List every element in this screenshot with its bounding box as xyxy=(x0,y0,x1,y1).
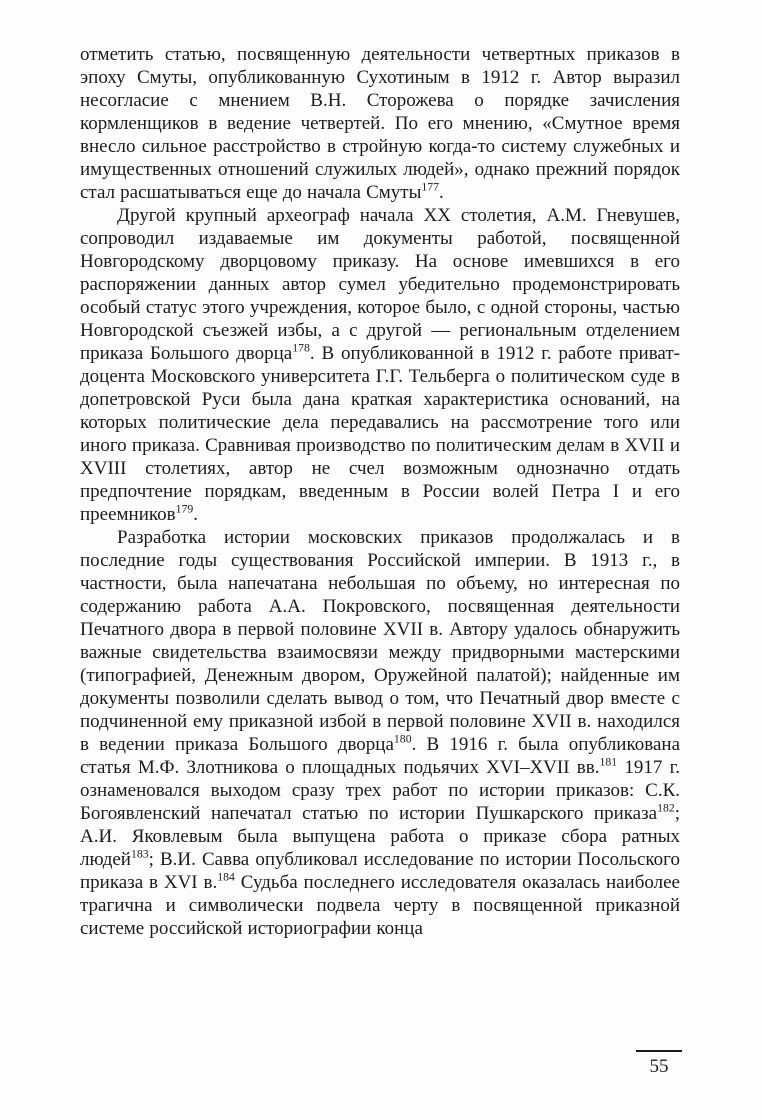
footnote-separator-rule xyxy=(636,1050,682,1052)
footnote-ref-184: 184 xyxy=(217,870,235,884)
footnote-ref-179: 179 xyxy=(175,502,194,516)
footnote-ref-178: 178 xyxy=(292,341,310,355)
paragraph-1: отметить статью, посвященную деятельности четвертных приказов в эпоху Смуты, опубликованную Сухотиным в 1912 г. Автор выразил несогласие с мнением В.Н. Сторожева о порядке зачисления кормленщиков в ведение четвертей. По его мнению, «Смутное время внесло сильное расстройство в стройную когда-то систему служебных и имущественных отношений служилых людей», однако прежний порядок стал расшатываться еще до начала Смуты$^{177}$. xyxy=(80,44,680,203)
page-number: 55 xyxy=(649,1056,669,1077)
footnote-ref-177: 177 xyxy=(421,180,440,194)
footnote-ref-181: 181 xyxy=(599,755,618,769)
footnote-ref-180: 180 xyxy=(393,732,412,746)
footnote-ref-182: 182 xyxy=(657,801,675,815)
paragraph-3: Разработка истории московских приказов продолжалась и в последние годы существования Российской империи. В 1913 г., в частности, была напечатана небольшая по объему, но интересная по содержанию работа А.А. Покровского, посвященная деятельности Печатного двора в первой половине XVII в. Автору удалось обнаружить важные свидетельства взаимосвязи между придворными мастерскими (типографией, Денежным двором, Оружейной палатой); найденные им документы позволили сделать вывод о том, что Печатный двор вместе с подчиненной ему приказной избой в первой половине XVII в. находился в ведении приказа Большого дворца$^{180}$. В 1916 г. была опубликована статья М.Ф. Злотникова о площадных подьячих XVI–XVII вв.$^{181}$ 1917 г. ознаменовался выходом сразу трех работ по истории приказов: С.К. Богоявленский напечатал статью по истории Пушкарского приказа$^{182}$; А.И. Яковлевым была выпущена работа о приказе сбора ратных людей$^{183}$; В.И. Савва опубликовал исследование по истории Посольского приказа в XVI в.$^{184}$ Судьба последнего исследователя оказалась наиболее трагична и символически подвела черту в посвященной приказной системе российской историографии конца xyxy=(80,527,681,939)
footnote-ref-183: 183 xyxy=(130,847,149,861)
paragraph-2: Другой крупный археограф начала XX столетия, А.М. Гневушев, сопроводил издаваемые им документы работой, посвященной Новгородскому дворцовому приказу. На основе имевшихся в его распоряжении данных автор сумел убедительно продемонстрировать особый статус этого учреждения, которое было, с одной стороны, частью Новгородской съезжей избы, а с другой — региональным отделением приказа Большого дворца$^{178}$. В опубликованной в 1912 г. работе приват-доцента Московского университета Г.Г. Тельберга о политическом суде в допетровской Руси была дана краткая характеристика оснований, на которых политические дела передавались на рассмотрение того или иного приказа. Сравнивая производство по политическим делам в XVII и XVIII столетиях, автор не счел возможным однозначно отдать предпочтение порядкам, введенным в России волей Петра I и его преемников$^{179}$. xyxy=(80,205,680,525)
page-text xyxy=(80,43,680,940)
page-footer xyxy=(636,1050,682,1078)
